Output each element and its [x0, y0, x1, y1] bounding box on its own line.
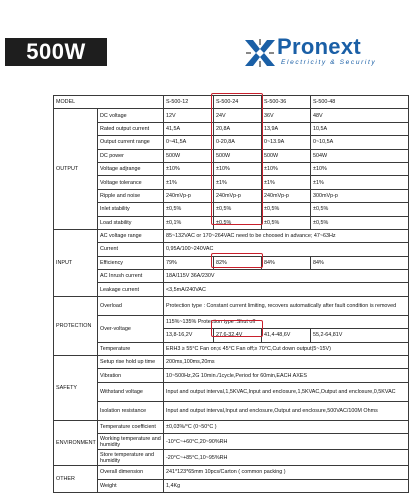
value-cell: 500W	[262, 149, 311, 162]
value-cell: ±0,5%	[214, 203, 262, 216]
span-cell: Protection type : Constant current limiting, recovers automatically after fault condition is removed	[164, 296, 409, 315]
value-cell: 27,6-32,4V	[214, 329, 262, 342]
model-row	[54, 96, 409, 109]
value-cell: 84%	[311, 256, 409, 269]
row-label: Efficiency	[98, 256, 164, 269]
table-row	[54, 342, 409, 355]
model-cell: S-500-48	[311, 96, 409, 109]
section-other: OTHER	[54, 466, 98, 493]
span-cell: 200ms,100ms,20ms	[164, 356, 409, 369]
row-label: AC voltage range	[98, 229, 164, 242]
row-label: Ripple and noise	[98, 189, 164, 202]
span-cell: 10~500Hz,2G 10min./1cycle,Period for 60min,EACH AXES	[164, 369, 409, 382]
section-input: INPUT	[54, 229, 98, 296]
value-cell: 240mVp-p	[262, 189, 311, 202]
table-row	[54, 270, 409, 283]
row-label: Vibration	[98, 369, 164, 382]
table-row	[54, 315, 409, 328]
value-cell: 0~13.9A	[262, 136, 311, 149]
section-output: OUTPUT	[54, 109, 98, 230]
row-label: Output current range	[98, 136, 164, 149]
spec-table	[53, 95, 409, 493]
table-row	[54, 369, 409, 382]
value-cell: 48V	[311, 109, 409, 122]
table-row	[54, 109, 409, 122]
value-cell: 0~41,5A	[164, 136, 214, 149]
span-cell: 18A/115V 36A/230V	[164, 270, 409, 283]
row-label: Over-voltage	[98, 315, 164, 342]
row-label: Store temperature and humidity	[98, 450, 164, 466]
table-row	[54, 420, 409, 433]
value-cell: ±1%	[164, 176, 214, 189]
value-cell: 20,8A	[214, 122, 262, 135]
table-row	[54, 356, 409, 369]
row-label: Setup rise hold up time	[98, 356, 164, 369]
table-row	[54, 382, 409, 401]
row-label: DC voltage	[98, 109, 164, 122]
brand-tagline: Electricity & Security	[281, 59, 377, 66]
table-row	[54, 203, 409, 216]
table-row	[54, 466, 409, 479]
model-label: MODEL	[54, 96, 164, 109]
row-label: Inlet stability	[98, 203, 164, 216]
span-cell: 115%~135% Protection type :Shut off	[164, 315, 409, 328]
row-label: Voltage adjrange	[98, 162, 164, 175]
value-cell: ±0,5%	[262, 216, 311, 229]
table-row	[54, 401, 409, 420]
value-cell: 240mVp-p	[214, 189, 262, 202]
table-row	[54, 450, 409, 466]
value-cell: 504W	[311, 149, 409, 162]
row-label: Load stability	[98, 216, 164, 229]
value-cell: ±0,5%	[262, 203, 311, 216]
row-label: Temperature coefficient	[98, 420, 164, 433]
row-label: Withstand voltage	[98, 382, 164, 401]
span-cell: <3,5mA/240VAC	[164, 283, 409, 296]
table-row	[54, 176, 409, 189]
value-cell: 0~10,5A	[311, 136, 409, 149]
value-cell: ±1%	[262, 176, 311, 189]
row-label: Overall dimension	[98, 466, 164, 479]
span-cell: 0,95A/100~240VAC	[164, 243, 409, 256]
pronext-x-icon	[243, 36, 277, 70]
value-cell: ±10%	[214, 162, 262, 175]
section-protection: PROTECTION	[54, 296, 98, 355]
table-row	[54, 243, 409, 256]
row-label: Overload	[98, 296, 164, 315]
row-label: Isolation resistance	[98, 401, 164, 420]
value-cell: 240mVp-p	[164, 189, 214, 202]
value-cell: 55,2-64,81V	[311, 329, 409, 342]
row-label: Current	[98, 243, 164, 256]
span-cell: ±0,03%/°C (0~50°C )	[164, 420, 409, 433]
span-cell: ERH3 ≥ 55°C Fan on;≤ 45°C Fan off;≥ 70°C,Cut down output(5~15V)	[164, 342, 409, 355]
wattage-badge: 500W	[5, 38, 107, 66]
value-cell: 0-20,8A	[214, 136, 262, 149]
span-cell: Input and output interval,1,5KVAC,Input and enclosure,1,5KVAC,Output and enclosure,0,5KVAC	[164, 382, 409, 401]
value-cell: 24V	[214, 109, 262, 122]
table-row	[54, 283, 409, 296]
row-label: Voltage tolerance	[98, 176, 164, 189]
row-label: AC Inrush current	[98, 270, 164, 283]
table-row	[54, 189, 409, 202]
section-safety: SAFETY	[54, 356, 98, 421]
value-cell: 13,9A	[262, 122, 311, 135]
value-cell: 84%	[262, 256, 311, 269]
table-row	[54, 229, 409, 242]
span-cell: 241*123*65mm 10pcs/Carton ( common packing )	[164, 466, 409, 479]
value-cell: 500W	[164, 149, 214, 162]
span-cell: Input and output interval,Input and enclosure,Output and enclosure,500VAC/100M Ohms	[164, 401, 409, 420]
value-cell: ±1%	[311, 176, 409, 189]
value-cell: ±0,5%	[311, 216, 409, 229]
value-cell: 13,8-16,2V	[164, 329, 214, 342]
value-cell: 300mVp-p	[311, 189, 409, 202]
value-cell: 36V	[262, 109, 311, 122]
value-cell: ±10%	[311, 162, 409, 175]
value-cell: ±10%	[164, 162, 214, 175]
value-cell: 82%	[214, 256, 262, 269]
value-cell: ±0,5%	[214, 216, 262, 229]
brand-name: Pronext	[277, 34, 362, 59]
value-cell: ±10%	[262, 162, 311, 175]
value-cell: ±0,5%	[164, 203, 214, 216]
table-row	[54, 479, 409, 492]
value-cell: 41,5A	[164, 122, 214, 135]
value-cell: 79%	[164, 256, 214, 269]
row-label: Weight	[98, 479, 164, 492]
value-cell: 12V	[164, 109, 214, 122]
model-cell: S-500-12	[164, 96, 214, 109]
section-environment: ENVIRONMENT	[54, 420, 98, 465]
brand-logo	[243, 34, 408, 74]
value-cell: ±0,1%	[164, 216, 214, 229]
row-label: Leakage current	[98, 283, 164, 296]
span-cell: -10°C~+60°C,20~90%RH	[164, 434, 409, 450]
span-cell: -20°C~+85°C,10~95%RH	[164, 450, 409, 466]
span-cell: 1,4Kg	[164, 479, 409, 492]
row-label: Working temperature and humidity	[98, 434, 164, 450]
value-cell: 41,4-48,6V	[262, 329, 311, 342]
table-row	[54, 256, 409, 269]
table-row	[54, 149, 409, 162]
row-label: DC power	[98, 149, 164, 162]
row-label: Rated output current	[98, 122, 164, 135]
table-row	[54, 122, 409, 135]
value-cell: ±1%	[214, 176, 262, 189]
model-cell: S-500-36	[262, 96, 311, 109]
table-row	[54, 296, 409, 315]
span-cell: 85~132VAC or 170~264VAC need to be choosed in advance; 47~63Hz	[164, 229, 409, 242]
table-row	[54, 162, 409, 175]
value-cell: 10,5A	[311, 122, 409, 135]
row-label: Temperature	[98, 342, 164, 355]
table-row	[54, 216, 409, 229]
model-cell: S-500-24	[214, 96, 262, 109]
value-cell: 500W	[214, 149, 262, 162]
value-cell: ±0,5%	[311, 203, 409, 216]
table-row	[54, 136, 409, 149]
table-row	[54, 434, 409, 450]
